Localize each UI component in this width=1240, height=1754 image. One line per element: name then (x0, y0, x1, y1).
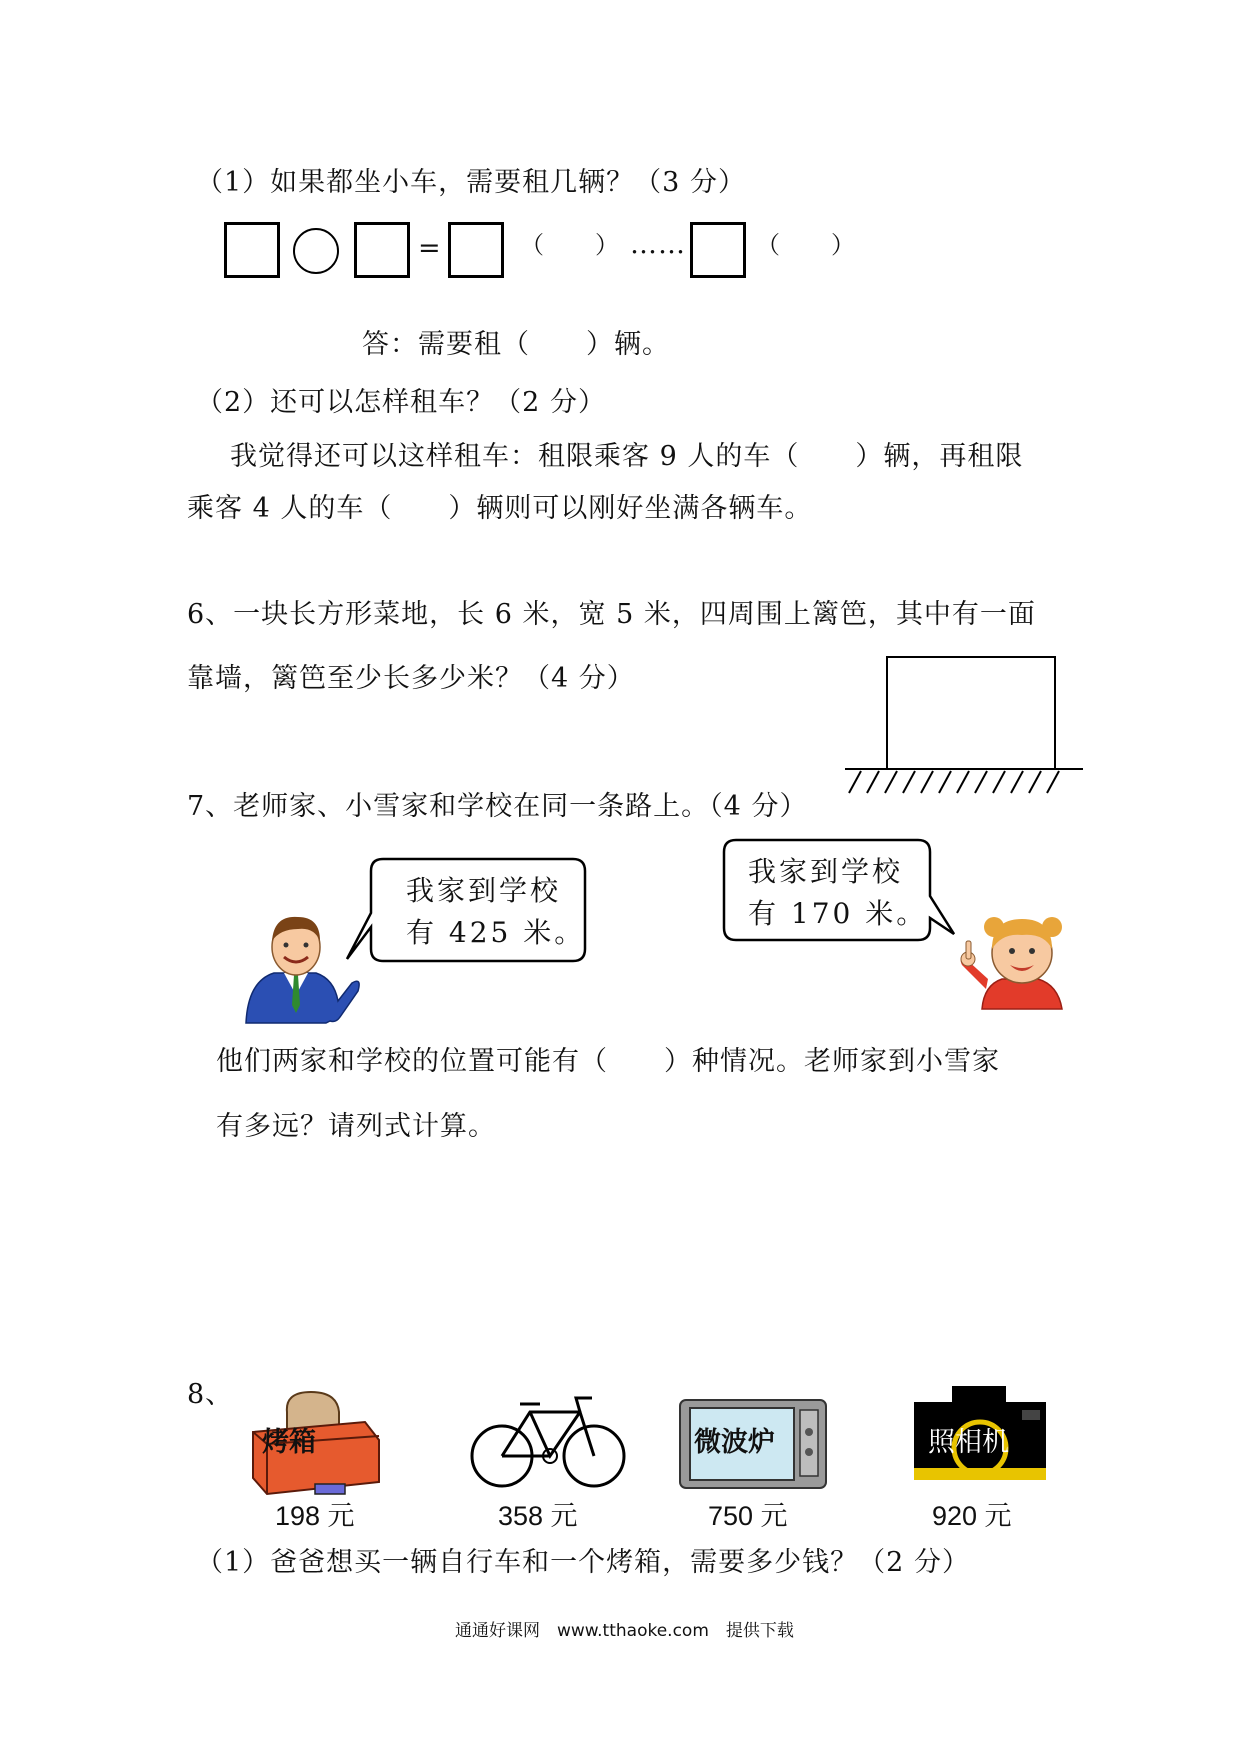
answer-box-2[interactable] (354, 222, 410, 278)
garden-wall-diagram (845, 655, 1085, 795)
answer-box-1[interactable] (224, 222, 280, 278)
girl-figure-icon (958, 905, 1068, 1010)
q5-part2-line2: 乘客 4 人的车（ ）辆则可以刚好坐满各辆车。 (187, 493, 813, 524)
q5-answer: 答：需要租（ ）辆。 (362, 329, 670, 360)
camera-label: 照相机 (928, 1427, 1009, 1458)
equals-sign: = (418, 233, 442, 264)
operator-circle[interactable] (293, 228, 339, 274)
girl-bubble-line1: 我家到学校 (748, 855, 904, 888)
toaster-price: 198 元 (275, 1501, 355, 1531)
microwave-price: 750 元 (708, 1501, 788, 1531)
q7-line1: 他们两家和学校的位置可能有（ ）种情况。老师家到小雪家 (216, 1046, 1000, 1077)
microwave-label: 微波炉 (694, 1427, 775, 1458)
q8-number: 8、 (187, 1379, 234, 1410)
teacher-bubble-line1: 我家到学校 (406, 874, 562, 907)
teacher-bubble-line2: 有 425 米。 (406, 916, 586, 949)
camera-price: 920 元 (932, 1501, 1012, 1531)
toaster-label: 烤箱 (262, 1427, 316, 1458)
q6-line2: 靠墙，篱笆至少长多少米？（4 分） (187, 663, 635, 694)
remainder-dots: …… (630, 229, 686, 260)
answer-box-3[interactable] (448, 222, 504, 278)
q6-line1: 6、一块长方形菜地，长 6 米，宽 5 米，四周围上篱笆，其中有一面 (187, 599, 1036, 630)
q7-title: 7、老师家、小雪家和学校在同一条路上。（4 分） (187, 791, 808, 822)
bicycle-icon (468, 1390, 630, 1496)
q7-line2: 有多远？请列式计算。 (216, 1111, 496, 1142)
bicycle-price: 358 元 (498, 1501, 578, 1531)
girl-bubble-line2: 有 170 米。 (748, 897, 928, 930)
q8-part1: （1）爸爸想买一辆自行车和一个烤箱，需要多少钱？（2 分） (196, 1547, 970, 1578)
quotient-unit-paren[interactable]: （ ） (520, 231, 620, 259)
page-footer: 通通好课网 www.tthaoke.com 提供下载 (455, 1621, 794, 1641)
q5-part1: （1）如果都坐小车，需要租几辆？（3 分） (196, 167, 746, 198)
teacher-figure-icon (240, 905, 365, 1025)
q5-part2: （2）还可以怎样租车？（2 分） (196, 387, 606, 418)
q5-part2-line1: 我觉得还可以这样租车：租限乘客 9 人的车（ ）辆，再租限 (230, 441, 1024, 472)
answer-box-4[interactable] (690, 222, 746, 278)
remainder-unit-paren[interactable]: （ ） (756, 231, 856, 259)
